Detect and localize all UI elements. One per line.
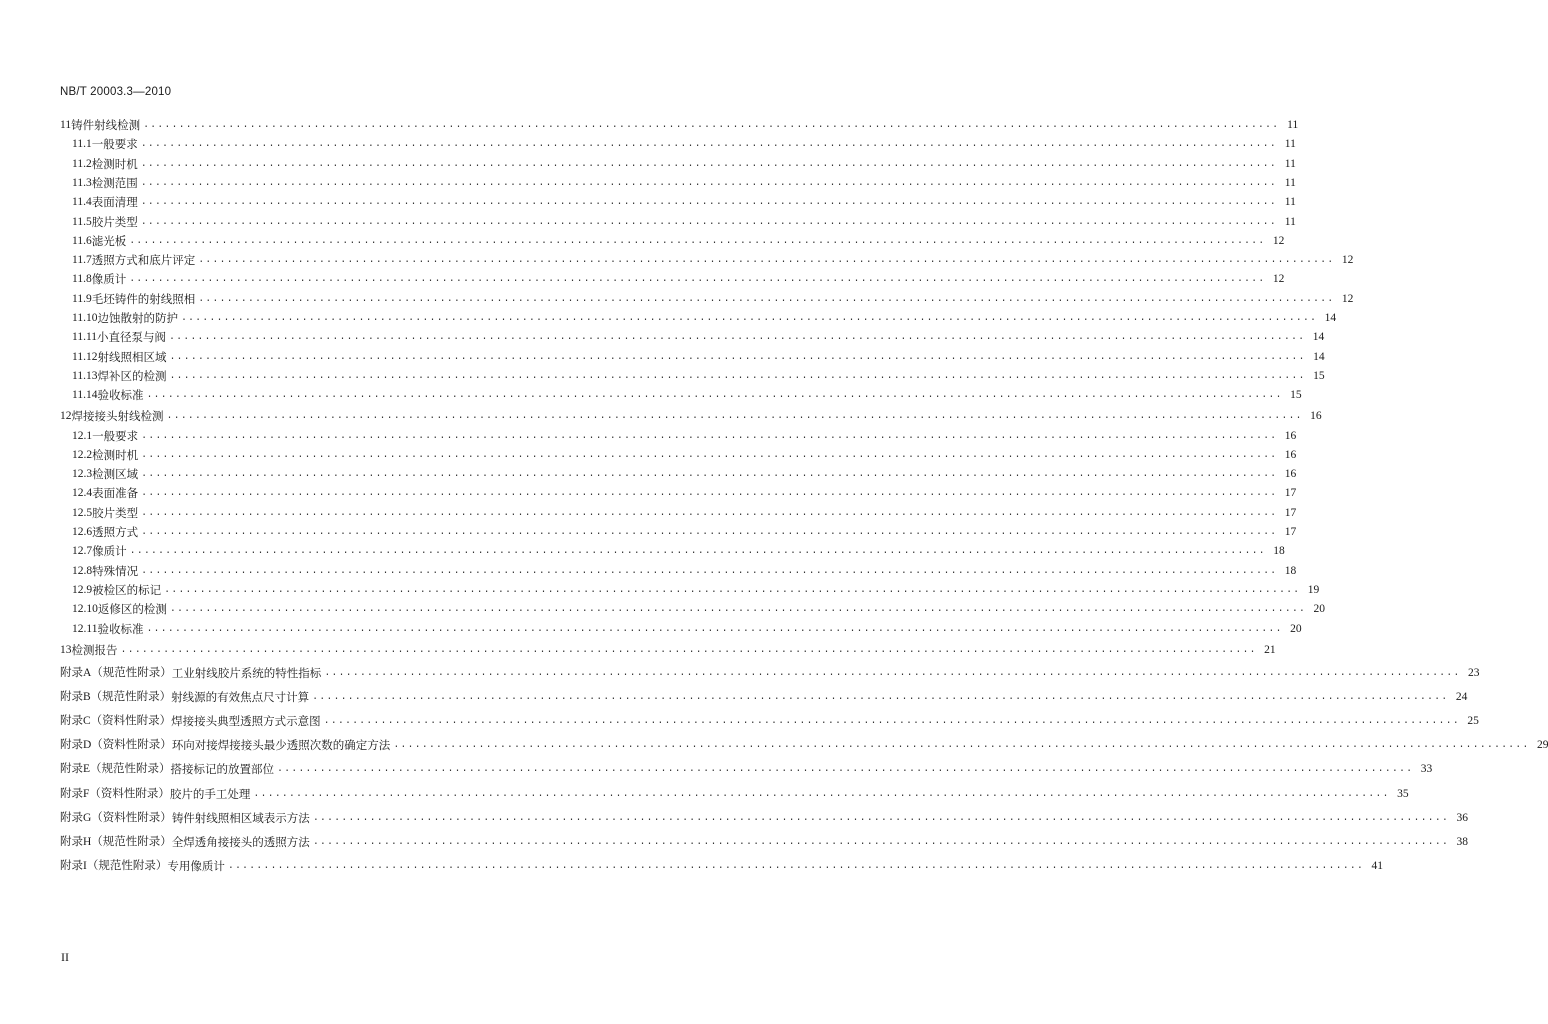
toc-entry[interactable]: [60, 581, 1320, 597]
toc-entry-page: 29: [1536, 739, 1548, 752]
toc-entry[interactable]: [60, 809, 1468, 825]
toc-entry-title: 胶片类型: [91, 214, 138, 229]
dot-leader: ................................................................................................................................................................: [146, 623, 1283, 635]
toc-entry-number: 附录C（资料性附录）: [60, 714, 172, 727]
dot-leader: ................................................................................................................................................................: [143, 120, 1280, 131]
toc-entry[interactable]: [60, 407, 1322, 424]
toc-entry-title: 焊接接头射线检测: [71, 409, 164, 424]
dot-leader: ................................................................................................................................................................: [140, 177, 1277, 189]
toc-entry-title: 特殊情况: [92, 563, 139, 578]
toc-entry-title: 一般要求: [91, 137, 138, 152]
dot-leader: ................................................................................................................................................................: [180, 313, 1318, 324]
dot-leader: ................................................................................................................................................................: [323, 715, 1460, 727]
toc-entry-page: 14: [1313, 350, 1325, 363]
toc-entry-page: 20: [1290, 622, 1302, 635]
toc-entry-page: 41: [1371, 860, 1383, 873]
toc-entry-title: 边蚀散射的防护: [97, 311, 178, 325]
dot-leader: ................................................................................................................................................................: [277, 764, 1414, 776]
toc-entry-number: 12.7: [72, 545, 93, 558]
toc-entry-page: 24: [1455, 690, 1468, 703]
toc-entry-number: 11.10: [72, 312, 98, 324]
toc-entry[interactable]: [60, 785, 1409, 801]
toc-entry-number: 11.7: [72, 254, 92, 267]
toc-entry-title: 铸件射线照相区域表示方法: [171, 810, 310, 825]
dot-leader: ................................................................................................................................................................: [140, 216, 1277, 228]
toc-entry[interactable]: [60, 760, 1433, 777]
toc-entry-number: 11.12: [72, 350, 98, 363]
toc-entry-number: 附录I（规范性附录）: [60, 860, 168, 873]
toc-entry-number: 11: [60, 119, 72, 131]
toc-entry[interactable]: [60, 446, 1297, 462]
toc-entry-page: 14: [1324, 312, 1337, 324]
toc-entry-title: 环向对接焊接接头最少透照次数的确定方法: [171, 738, 391, 753]
toc-entry-title: 透照方式: [92, 525, 139, 539]
toc-entry-number: 12.6: [72, 526, 93, 538]
toc-entry[interactable]: [60, 270, 1285, 287]
toc-entry-title: 工业射线胶片系统的特性指标: [171, 665, 322, 680]
dot-leader: ................................................................................................................................................................: [129, 235, 1266, 247]
toc-entry[interactable]: [60, 193, 1296, 210]
toc-entry-number: 附录G（资料性附录）: [60, 811, 172, 824]
toc-entry-page: 33: [1420, 763, 1433, 776]
toc-entry-page: 16: [1310, 410, 1322, 423]
toc-entry[interactable]: [60, 116, 1299, 132]
toc-entry-page: 12: [1341, 292, 1354, 305]
toc-entry-number: 12.10: [72, 603, 98, 616]
toc-entry-page: 17: [1284, 506, 1297, 519]
toc-entry-title: 表面准备: [92, 486, 139, 501]
toc-entry-page: 11: [1284, 138, 1296, 151]
toc-entry-number: 12.11: [72, 622, 98, 635]
toc-entry[interactable]: [60, 688, 1468, 704]
dot-leader: ................................................................................................................................................................: [312, 812, 1449, 824]
toc-entry-title: 表面清理: [91, 195, 138, 210]
dot-leader: ................................................................................................................................................................: [169, 332, 1306, 344]
toc-entry-title: 滤光板: [91, 233, 127, 248]
toc-entry-title: 搭接标记的放置部位: [170, 762, 275, 777]
dot-leader: ................................................................................................................................................................: [120, 644, 1257, 656]
toc-entry[interactable]: [60, 213, 1296, 229]
toc-entry[interactable]: [60, 328, 1325, 345]
toc-entry-number: 11.14: [72, 389, 98, 402]
toc-entry-number: 11.2: [72, 157, 92, 170]
toc-entry-title: 毛坯铸件的射线照相: [91, 291, 196, 306]
dot-leader: ................................................................................................................................................................: [312, 691, 1449, 703]
toc-entry-title: 胶片的手工处理: [169, 786, 251, 801]
toc-entry-number: 12.5: [72, 506, 93, 519]
toc-entry-title: 被检区的标记: [92, 582, 162, 597]
toc-entry-page: 15: [1290, 389, 1302, 402]
toc-entry-page: 12: [1341, 254, 1354, 267]
toc-entry-page: 15: [1313, 369, 1325, 382]
toc-entry[interactable]: [60, 427, 1297, 443]
toc-entry[interactable]: [60, 562, 1297, 578]
toc-entry-number: 附录B（规范性附录）: [60, 690, 172, 703]
toc-entry-title: 焊接接头典型透照方式示意图: [171, 713, 321, 728]
toc-entry-page: 11: [1284, 196, 1296, 209]
toc-entry[interactable]: [60, 155, 1296, 171]
dot-leader: ................................................................................................................................................................: [141, 449, 1278, 461]
toc-entry-title: 铸件射线检测: [71, 118, 141, 132]
toc-entry[interactable]: [60, 232, 1285, 248]
toc-entry[interactable]: [60, 664, 1480, 680]
toc-entry-page: 16: [1284, 468, 1297, 481]
toc-entry-title: 像质计: [92, 544, 127, 559]
toc-entry-page: 14: [1312, 331, 1325, 344]
toc-entry-number: 13: [60, 643, 72, 656]
toc-entry[interactable]: [60, 600, 1326, 617]
dot-leader: ................................................................................................................................................................: [164, 584, 1301, 596]
toc-entry-number: 附录D（资料性附录）: [60, 739, 172, 752]
toc-entry-title: 专用像质计: [167, 859, 225, 874]
toc-entry[interactable]: [60, 465, 1297, 482]
toc-entry-page: 11: [1284, 176, 1296, 189]
dot-leader: ................................................................................................................................................................: [166, 411, 1303, 423]
toc-entry-page: 36: [1456, 811, 1468, 824]
toc-entry-number: 12.4: [72, 487, 93, 500]
toc-entry-page: 20: [1313, 603, 1326, 616]
toc-entry[interactable]: [60, 309, 1337, 325]
toc-entry-number: 11.3: [72, 176, 92, 189]
toc-entry[interactable]: [60, 504, 1297, 520]
toc-entry-title: 射线源的有效焦点尺寸计算: [171, 689, 310, 704]
toc-entry-number: 11.6: [72, 234, 92, 247]
toc-entry[interactable]: [60, 484, 1297, 501]
dot-leader: ................................................................................................................................................................: [140, 197, 1277, 209]
toc-entry-page: 11: [1284, 157, 1296, 170]
toc-entry-number: 附录F（资料性附录）: [60, 787, 170, 800]
toc-entry-title: 检测时机: [92, 447, 139, 462]
toc-entry-page: 19: [1307, 583, 1320, 596]
toc-entry[interactable]: [60, 367, 1325, 383]
toc-entry-title: 检测报告: [71, 642, 118, 657]
dot-leader: ................................................................................................................................................................: [253, 788, 1390, 800]
toc-entry-title: 一般要求: [92, 428, 139, 443]
toc-entry-title: 焊补区的检测: [97, 368, 167, 383]
toc-entry-title: 胶片类型: [92, 505, 139, 520]
toc-entry-title: 射线照相区域: [97, 349, 167, 364]
dot-leader: ................................................................................................................................................................: [129, 546, 1266, 558]
toc-entry[interactable]: [60, 290, 1354, 306]
toc-entry-title: 全焊透角接接头的透照方法: [171, 834, 310, 849]
toc-entry-number: 12.3: [72, 468, 93, 481]
toc-entry-number: 12.2: [72, 448, 93, 461]
toc-entry-page: 12: [1272, 234, 1285, 247]
toc-entry-number: 附录H（规范性附录）: [60, 835, 172, 848]
toc-entry-title: 小直径泵与阀: [97, 330, 167, 345]
toc-entry-page: 38: [1456, 835, 1468, 848]
toc-entry-number: 11.5: [72, 215, 92, 228]
toc-entry-number: 附录E（规范性附录）: [60, 763, 171, 776]
toc-entry-page: 17: [1284, 487, 1297, 500]
toc-entry-title: 检测时机: [91, 156, 138, 171]
dot-leader: ................................................................................................................................................................: [169, 604, 1307, 616]
toc-entry-title: 检测范围: [91, 175, 138, 190]
toc-entry-number: 11.1: [72, 138, 92, 151]
toc-entry-title: 验收标准: [97, 621, 144, 636]
toc-entry-page: 11: [1287, 119, 1299, 131]
dot-leader: ................................................................................................................................................................: [393, 740, 1530, 752]
dot-leader: ................................................................................................................................................................: [141, 430, 1278, 442]
toc-entry[interactable]: [60, 523, 1297, 539]
toc-entry-page: 16: [1284, 429, 1297, 442]
toc-entry[interactable]: [60, 712, 1479, 728]
toc-entry[interactable]: [60, 857, 1383, 874]
toc-entry-page: 21: [1264, 643, 1276, 656]
toc-entry[interactable]: [60, 542, 1285, 559]
dot-leader: ................................................................................................................................................................: [141, 565, 1278, 577]
toc-entry-page: 12: [1272, 273, 1285, 286]
toc-entry[interactable]: [60, 641, 1276, 657]
toc-entry-number: 12: [60, 410, 72, 423]
toc-entry-number: 11.13: [72, 369, 98, 382]
toc-entry-title: 透照方式和底片评定: [91, 253, 196, 268]
dot-leader: ................................................................................................................................................................: [141, 469, 1278, 481]
dot-leader: ................................................................................................................................................................: [146, 390, 1283, 402]
document-header: NB/T 20003.3—2010: [60, 86, 172, 98]
toc-entry-title: 验收标准: [97, 388, 144, 403]
toc-entry-number: 11.8: [72, 273, 92, 286]
page-number: II: [61, 950, 69, 964]
toc-entry-number: 12.9: [72, 583, 93, 596]
toc-entry-page: 11: [1284, 215, 1296, 228]
dot-leader: ................................................................................................................................................................: [169, 351, 1306, 363]
dot-leader: ................................................................................................................................................................: [129, 274, 1266, 286]
toc-entry-page: 16: [1284, 448, 1297, 461]
toc-entry[interactable]: [60, 135, 1296, 152]
toc-entry-page: 17: [1284, 526, 1297, 538]
toc-entry[interactable]: [60, 833, 1468, 849]
toc-entry[interactable]: [60, 251, 1354, 268]
dot-leader: ................................................................................................................................................................: [227, 861, 1364, 873]
dot-leader: ................................................................................................................................................................: [141, 488, 1278, 500]
toc-entry[interactable]: [60, 620, 1302, 636]
dot-leader: ................................................................................................................................................................: [324, 667, 1461, 679]
toc-entry[interactable]: [60, 348, 1325, 364]
toc-entry-title: 返修区的检测: [97, 602, 167, 617]
dot-leader: ................................................................................................................................................................: [198, 255, 1335, 267]
dot-leader: ................................................................................................................................................................: [140, 139, 1277, 151]
dot-leader: ................................................................................................................................................................: [141, 527, 1278, 538]
dot-leader: ................................................................................................................................................................: [141, 507, 1278, 519]
dot-leader: ................................................................................................................................................................: [312, 836, 1449, 848]
toc-entry[interactable]: [60, 174, 1296, 190]
toc-entry-page: 25: [1467, 714, 1479, 727]
toc-entry-number: 12.1: [72, 429, 93, 442]
toc-entry-page: 35: [1397, 787, 1409, 800]
toc-entry-number: 11.4: [72, 196, 92, 209]
toc-entry-number: 11.9: [72, 292, 92, 305]
toc-entry-title: 像质计: [91, 272, 127, 287]
toc-entry-number: 附录A（规范性附录）: [60, 666, 172, 679]
toc-entry-number: 12.8: [72, 564, 93, 577]
toc-entry[interactable]: [60, 736, 1548, 753]
toc-entry[interactable]: [60, 386, 1302, 403]
dot-leader: ................................................................................................................................................................: [140, 158, 1277, 170]
toc-entry-page: 18: [1273, 545, 1285, 558]
dot-leader: ................................................................................................................................................................: [169, 370, 1306, 382]
toc-entry-number: 11.11: [72, 331, 98, 344]
toc-entry-title: 检测区域: [92, 467, 139, 482]
dot-leader: ................................................................................................................................................................: [198, 293, 1335, 305]
toc-entry-page: 23: [1467, 666, 1480, 679]
toc-entry-page: 18: [1284, 564, 1297, 577]
